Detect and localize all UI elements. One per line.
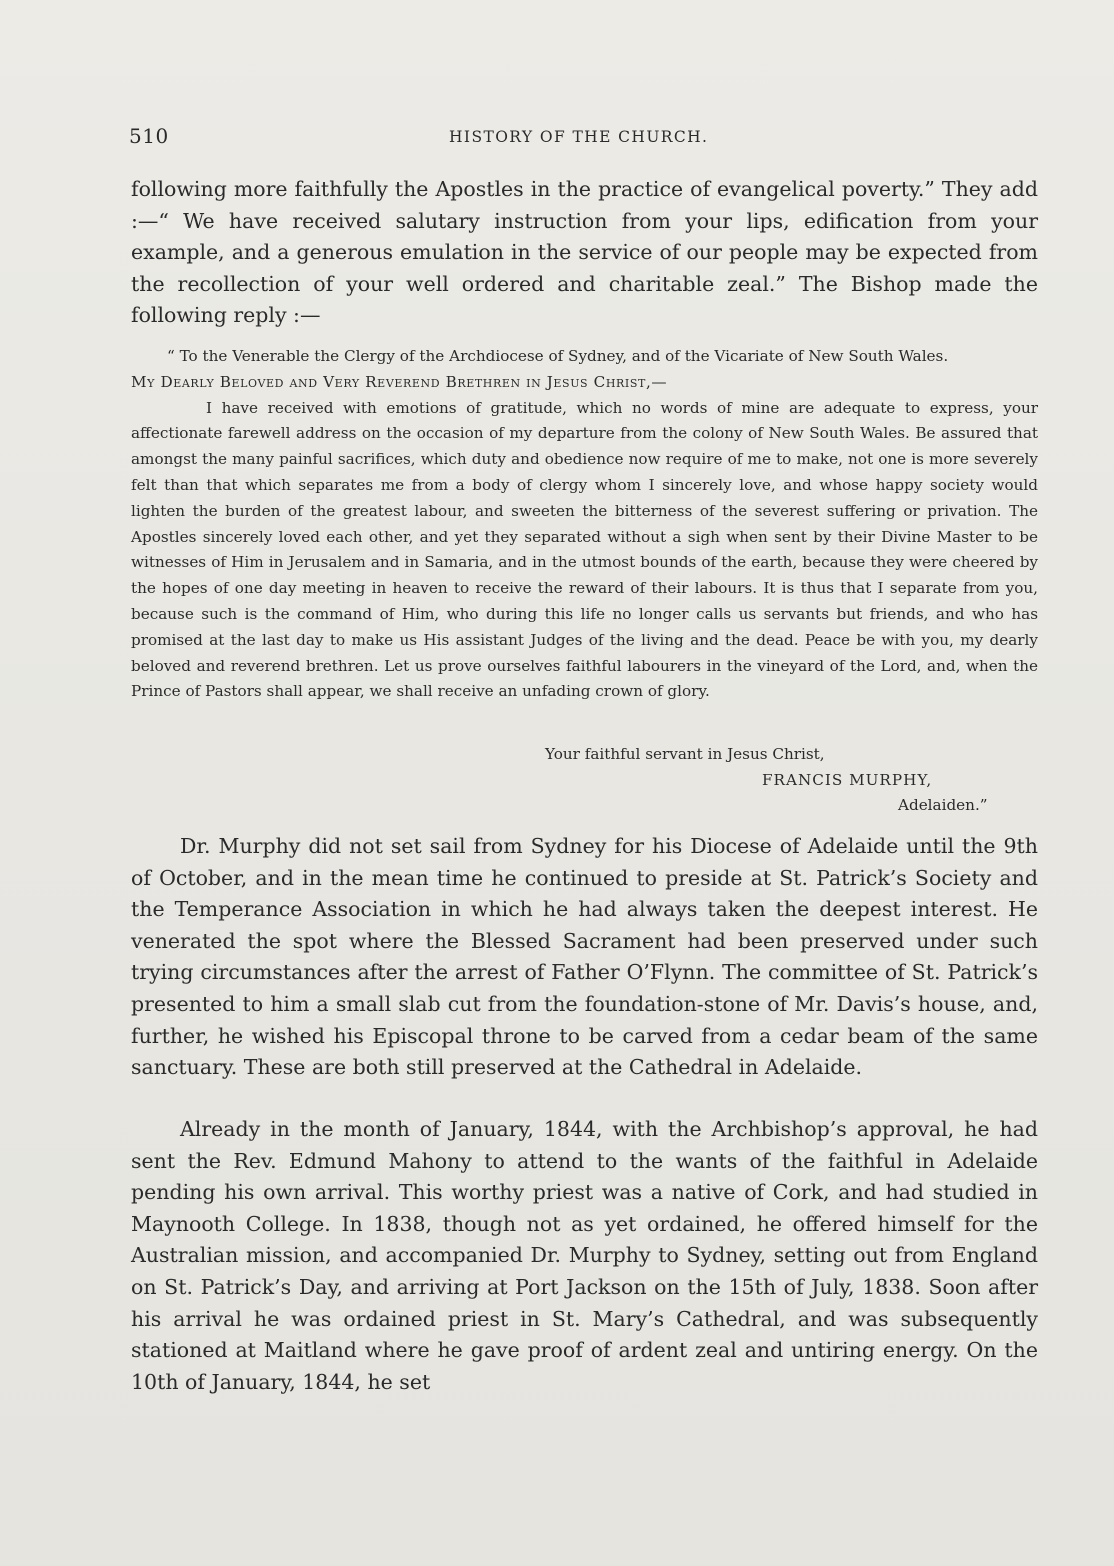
- letter-signature-title: Adelaiden.”: [898, 796, 988, 814]
- letter-salutation: My Dearly Beloved and Very Reverend Brethren in Jesus Christ,—: [131, 372, 668, 391]
- letter-address: “ To the Venerable the Clergy of the Archdiocese of Sydney, and of the Vicariate of New South Wales.: [167, 347, 949, 365]
- paragraph-murphy-sail: Dr. Murphy did not set sail from Sydney for his Diocese of Adelaide until the 9th of October, and in the mean time he continued to preside at St. Patrick’s Society and the Temperance Association in which he had always taken the deepest interest. He venerated the spot where the Blessed Sacrament had been preserved under such trying circumstances after the arrest of Father O’Flynn. The committee of St. Patrick’s presented to him a small slab cut from the foundation-stone of Mr. Davis’s house, and, further, he wished his Episcopal throne to be carved from a cedar beam of the same sanctuary. These are both still preserved at the Cathedral in Adelaide.: [131, 834, 1038, 1080]
- paragraph-mahony: Already in the month of January, 1844, with the Archbishop’s approval, he had sent the Rev. Edmund Mahony to attend to the wants of the faithful in Adelaide pending his own arrival. This worthy priest was a native of Cork, and had studied in Maynooth College. In 1838, though not as yet ordained, he offered himself for the Australian mission, and accompanied Dr. Murphy to Sydney, setting out from England on St. Patrick’s Day, and arriving at Port Jackson on the 15th of July, 1838. Soon after his arrival he was ordained priest in St. Mary’s Cathedral, and was subsequently stationed at Maitland where he gave proof of ardent zeal and untiring energy. On the 10th of January, 1844, he set: [131, 1117, 1038, 1394]
- bishop-reply-letter: [131, 344, 1038, 705]
- running-head: [129, 124, 1039, 150]
- letter-closing: Your faithful servant in Jesus Christ,: [545, 745, 825, 763]
- paragraph-opening: following more faithfully the Apostles in the practice of evangelical poverty.” They add :—“ We have received salutary instruction from your lips, edification from your example, and a generous emulation in the service of our people may be expected from the recollection of your well ordered and charitable zeal.” The Bishop made the following reply :—: [131, 177, 1038, 328]
- letter-signature: FRANCIS MURPHY,: [762, 771, 933, 789]
- running-title: HISTORY OF THE CHURCH.: [449, 128, 709, 146]
- letter-body: I have received with emotions of gratitude, which no words of mine are adequate to express, your affectionate farewell address on the occasion of my departure from the colony of New South Wales. Be assured that amongst the many painful sacrifices, which duty and obedience now require of me to make, not one is more severely felt than that which separates me from a body of clergy whom I sincerely love, and whose happy society would lighten the burden of the greatest labour, and sweeten the bitterness of the severest suffering or privation. The Apostles sincerely loved each other, and yet they separated without a sigh when sent by their Divine Master to be witnesses of Him in Jerusalem and in Samaria, and in the utmost bounds of the earth, because they were cheered by the hopes of one day meeting in heaven to receive the reward of their labours. It is thus that I separate from you, because such is the command of Him, who during this life no longer calls us servants but friends, and who has promised at the last day to make us His assistant Judges of the living and the dead. Peace be with you, my dearly beloved and reverend brethren. Let us prove ourselves faithful labourers in the vineyard of the Lord, and, when the Prince of Pastors shall appear, we shall receive an unfading crown of glory.: [131, 398, 1038, 701]
- page-number: 510: [129, 124, 169, 148]
